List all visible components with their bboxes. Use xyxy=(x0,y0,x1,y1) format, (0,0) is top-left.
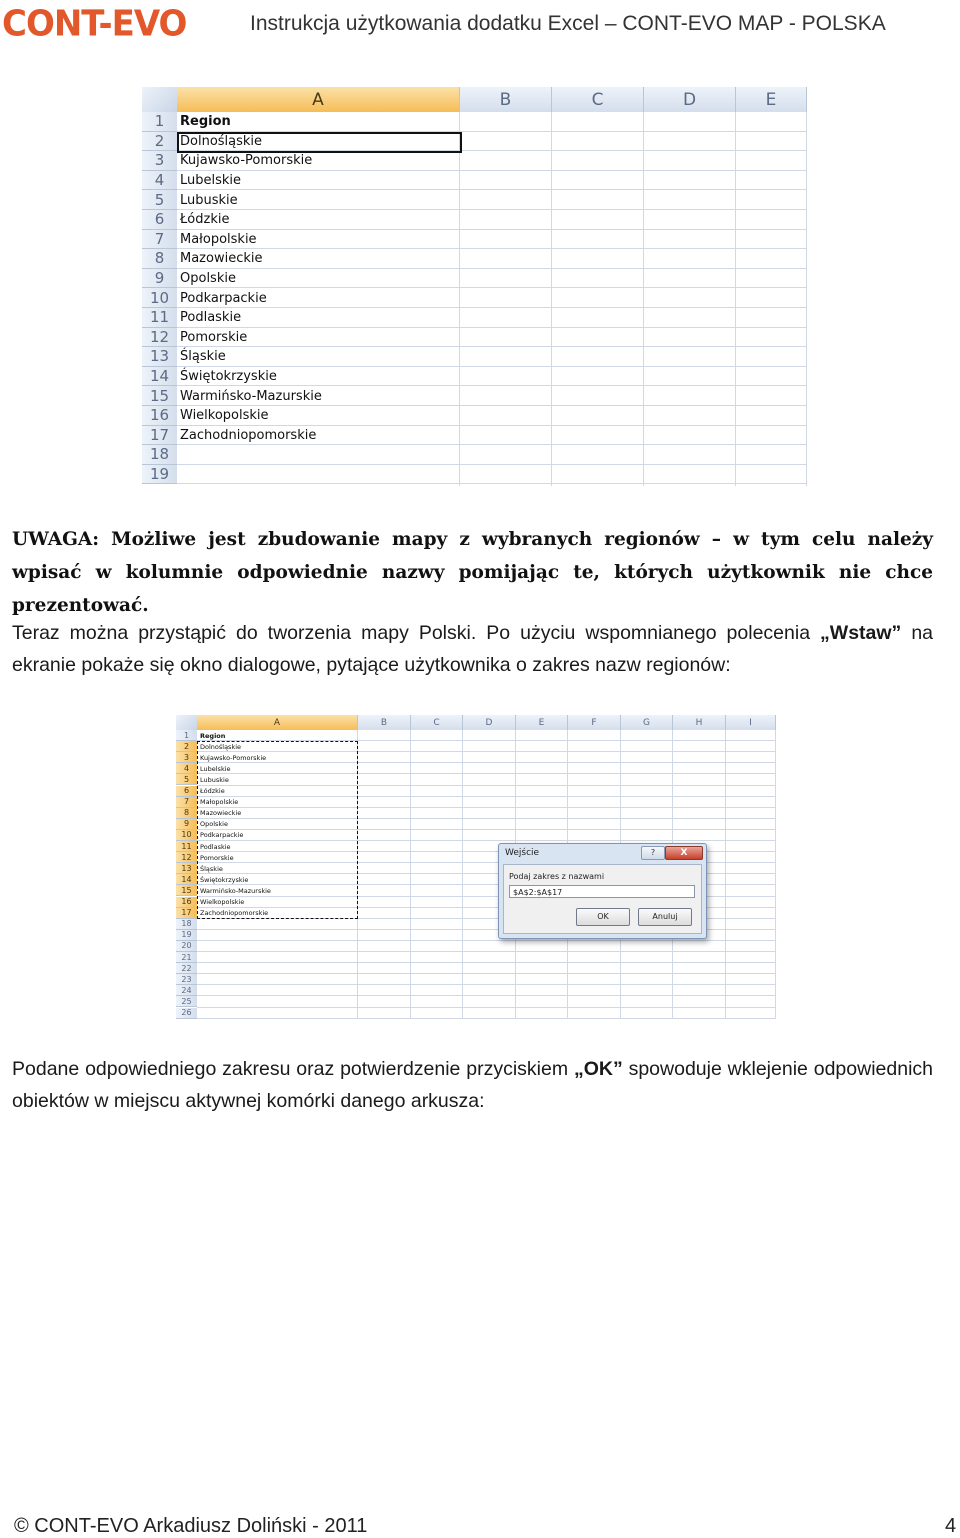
row-header[interactable]: 11 xyxy=(142,308,177,328)
cell-region-name[interactable]: Lubelskie xyxy=(180,173,242,189)
selection-marquee xyxy=(197,741,358,919)
cell-region-name[interactable]: Wielkopolskie xyxy=(180,408,269,424)
column-header[interactable]: C xyxy=(411,715,463,730)
row-header[interactable]: 13 xyxy=(176,863,197,874)
instruction-paragraph-1 xyxy=(12,617,933,681)
row-header[interactable]: 14 xyxy=(176,874,197,885)
row-header[interactable]: 2 xyxy=(176,741,197,752)
row-header[interactable]: 1 xyxy=(142,112,177,132)
help-button[interactable]: ? xyxy=(641,846,665,860)
row-header[interactable]: 24 xyxy=(176,985,197,996)
note-paragraph xyxy=(12,523,933,622)
ok-button[interactable]: OK xyxy=(576,908,630,926)
row-header[interactable]: 25 xyxy=(176,996,197,1007)
row-header[interactable]: 17 xyxy=(142,426,177,446)
row-header[interactable]: 4 xyxy=(176,763,197,774)
column-header[interactable]: D xyxy=(644,87,736,112)
cell-region-name[interactable]: Lubuskie xyxy=(180,192,238,208)
gridline xyxy=(177,327,807,328)
gridline xyxy=(177,346,807,347)
active-cell-outline xyxy=(177,132,462,154)
gridline xyxy=(177,209,807,210)
cell-region-name[interactable]: Mazowieckie xyxy=(180,251,263,267)
column-header[interactable]: E xyxy=(516,715,568,730)
para2-text-end: spowoduje wklejenie odpowiednich obiektów w miejscu aktywnej komórki danego arkusza: xyxy=(12,1058,934,1112)
row-header[interactable]: 5 xyxy=(142,190,177,210)
gridline xyxy=(177,464,807,465)
gridline xyxy=(197,951,776,952)
row-header[interactable]: 19 xyxy=(142,465,177,485)
gridline xyxy=(197,1018,776,1019)
row-header[interactable]: 12 xyxy=(142,328,177,348)
cell-region-name[interactable]: Małopolskie xyxy=(180,231,257,247)
cell-region-name[interactable]: Podlaskie xyxy=(200,842,231,851)
gridline xyxy=(643,112,644,486)
gridline xyxy=(735,112,736,486)
row-header[interactable]: 18 xyxy=(142,445,177,465)
column-header[interactable]: E xyxy=(736,87,807,112)
gridline xyxy=(177,248,807,249)
cell-region-name[interactable]: Dolnośląskie xyxy=(180,133,263,149)
cell-region-name[interactable]: Śląskie xyxy=(200,864,223,873)
gridline xyxy=(197,940,776,941)
column-header[interactable]: B xyxy=(460,87,552,112)
row-header[interactable]: 1 xyxy=(176,730,197,741)
cell-region-name[interactable]: Łódzkie xyxy=(200,787,225,796)
cell-region-name[interactable]: Śląskie xyxy=(180,349,226,365)
row-header[interactable]: 10 xyxy=(142,288,177,308)
row-header[interactable]: 21 xyxy=(176,952,197,963)
dialog-prompt: Podaj zakres z nazwami xyxy=(509,872,605,881)
row-header[interactable]: 7 xyxy=(176,797,197,808)
row-header[interactable]: 20 xyxy=(176,941,197,952)
cell-region-name[interactable]: Pomorskie xyxy=(200,853,234,862)
column-header[interactable]: F xyxy=(568,715,621,730)
gridline xyxy=(459,112,460,486)
row-header[interactable]: 3 xyxy=(176,752,197,763)
para2-bold-ok: „OK” xyxy=(573,1058,623,1080)
cell-region-name[interactable]: Mazowieckie xyxy=(200,809,242,818)
row-header[interactable]: 9 xyxy=(142,269,177,289)
gridline xyxy=(806,112,807,486)
brand-logo: CONT-EVO xyxy=(2,3,187,45)
para1-bold-wstaw: „Wstaw” xyxy=(820,622,902,644)
dialog-title: Wejście xyxy=(505,848,540,858)
cell-region-name[interactable]: Zachodniopomorskie xyxy=(200,909,269,918)
cell-region-name[interactable]: Świętokrzyskie xyxy=(200,875,249,884)
gridline xyxy=(177,189,807,190)
row-header[interactable]: 8 xyxy=(142,249,177,269)
cell-region-name[interactable]: Wielkopolskie xyxy=(200,898,245,907)
row-header[interactable]: 9 xyxy=(176,819,197,830)
cell-region-name[interactable]: Zachodniopomorskie xyxy=(180,427,317,443)
row-header[interactable]: 17 xyxy=(176,908,197,919)
header-title: Instrukcja użytkowania dodatku Excel – CONT-EVO MAP - POLSKA xyxy=(250,12,886,35)
row-header[interactable]: 10 xyxy=(176,830,197,841)
row-header[interactable]: 6 xyxy=(142,210,177,230)
column-header[interactable]: A xyxy=(177,87,460,112)
cell-region-name[interactable]: Opolskie xyxy=(200,820,228,829)
row-header[interactable]: 15 xyxy=(176,885,197,896)
row-header[interactable]: 7 xyxy=(142,230,177,250)
row-header[interactable]: 16 xyxy=(176,897,197,908)
para2-text-start: Podane odpowiedniego zakresu oraz potwierdzenie przyciskiem xyxy=(12,1058,574,1080)
gridline xyxy=(551,112,552,486)
gridline xyxy=(177,229,807,230)
footer-copyright: © CONT-EVO Arkadiusz Doliński - 2011 xyxy=(14,1515,368,1537)
row-header[interactable]: 23 xyxy=(176,974,197,985)
cancel-button[interactable]: Anuluj xyxy=(638,908,692,926)
select-all-corner[interactable] xyxy=(142,87,177,112)
cell-header-region[interactable]: Region xyxy=(180,114,231,130)
row-header[interactable]: 26 xyxy=(176,1008,197,1019)
cell-header-region[interactable]: Region xyxy=(200,731,226,740)
row-header[interactable]: 6 xyxy=(176,786,197,797)
spreadsheet-screenshot-1 xyxy=(142,87,807,486)
cell-region-name[interactable]: Kujawsko-Pomorskie xyxy=(180,153,313,169)
column-header[interactable]: A xyxy=(197,715,358,730)
gridline xyxy=(177,287,807,288)
row-header[interactable]: 16 xyxy=(142,406,177,426)
cell-region-name[interactable]: Dolnośląskie xyxy=(200,742,242,751)
row-header[interactable]: 11 xyxy=(176,841,197,852)
instruction-paragraph-2 xyxy=(12,1053,933,1117)
cell-region-name[interactable]: Świętokrzyskie xyxy=(180,369,277,385)
gridline xyxy=(197,984,776,985)
close-button[interactable]: X xyxy=(665,846,703,860)
column-header[interactable]: B xyxy=(358,715,411,730)
gridline xyxy=(197,995,776,996)
row-header[interactable]: 18 xyxy=(176,919,197,930)
note-text: UWAGA: Możliwe jest zbudowanie mapy z wybranych regionów – w tym celu należy wpisać w kolumnie odpowiednie nazwy pomijając te, których użytkownik nie chce prezentować. xyxy=(12,529,933,616)
cell-region-name[interactable]: Opolskie xyxy=(180,271,236,287)
row-header[interactable]: 14 xyxy=(142,367,177,387)
row-header[interactable]: 15 xyxy=(142,386,177,406)
para1-text-start: Teraz można przystąpić do tworzenia mapy Polski. Po użyciu wspomnianego polecenia xyxy=(12,622,821,644)
gridline xyxy=(197,1007,776,1008)
column-header[interactable]: I xyxy=(726,715,776,730)
column-header[interactable]: H xyxy=(673,715,726,730)
gridline xyxy=(197,973,776,974)
gridline xyxy=(197,962,776,963)
cell-region-name[interactable]: Łódzkie xyxy=(180,212,230,228)
row-header[interactable]: 19 xyxy=(176,930,197,941)
cell-region-name[interactable]: Małopolskie xyxy=(200,798,239,807)
page-number: 4 xyxy=(945,1515,957,1537)
column-header[interactable]: D xyxy=(463,715,516,730)
cell-region-name[interactable]: Podlaskie xyxy=(180,310,242,326)
input-dialog xyxy=(498,843,707,939)
row-header[interactable]: 22 xyxy=(176,963,197,974)
row-header[interactable]: 3 xyxy=(142,151,177,171)
select-all-corner[interactable] xyxy=(176,715,197,730)
range-input[interactable]: $A$2:$A$17 xyxy=(509,885,695,898)
row-header[interactable]: 13 xyxy=(142,347,177,367)
gridline xyxy=(177,483,807,484)
cell-region-name[interactable]: Lubelskie xyxy=(200,764,231,773)
cell-region-name[interactable]: Podkarpackie xyxy=(200,831,244,840)
cell-region-name[interactable]: Lubuskie xyxy=(200,775,229,784)
row-header[interactable]: 2 xyxy=(142,132,177,152)
column-header[interactable]: G xyxy=(621,715,673,730)
row-header[interactable]: 12 xyxy=(176,852,197,863)
cell-region-name[interactable]: Pomorskie xyxy=(180,329,248,345)
cell-region-name[interactable]: Kujawsko-Pomorskie xyxy=(200,753,267,762)
row-header[interactable]: 5 xyxy=(176,774,197,785)
para1-text-end: na ekranie pokaże się okno dialogowe, pytające użytkownika o zakres nazw regionów: xyxy=(12,622,934,676)
cell-region-name[interactable]: Warmińsko-Mazurskie xyxy=(200,886,271,895)
row-header[interactable]: 8 xyxy=(176,808,197,819)
gridline xyxy=(177,268,807,269)
cell-region-name[interactable]: Warmińsko-Mazurskie xyxy=(180,388,322,404)
column-header[interactable]: C xyxy=(552,87,644,112)
gridline xyxy=(177,307,807,308)
cell-region-name[interactable]: Podkarpackie xyxy=(180,290,267,306)
dialog-body xyxy=(503,864,702,934)
row-header[interactable]: 4 xyxy=(142,171,177,191)
